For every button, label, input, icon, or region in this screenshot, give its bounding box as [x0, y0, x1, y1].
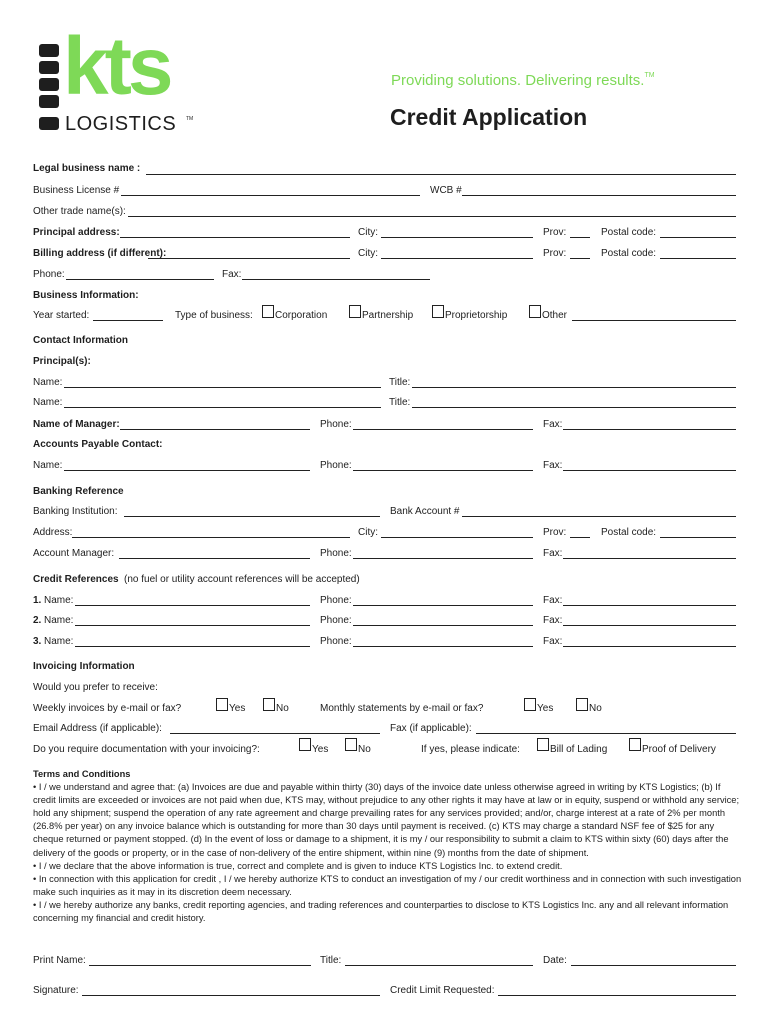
logo-block: [39, 117, 59, 130]
monthly-yes-checkbox[interactable]: [524, 698, 536, 711]
bank-prov-field[interactable]: [570, 537, 590, 538]
billing-address-field[interactable]: [148, 258, 350, 259]
business-license-label: Business License #: [33, 185, 120, 196]
credit-limit-requested-label: Credit Limit Requested:: [390, 985, 495, 996]
documentation-yes-checkbox[interactable]: [299, 738, 311, 751]
other-business-type-field[interactable]: [572, 320, 736, 321]
principal-postal-field[interactable]: [660, 237, 736, 238]
logo-block: [39, 61, 59, 74]
fax-field[interactable]: [242, 279, 430, 280]
accounts-payable-heading: Accounts Payable Contact:: [33, 439, 163, 450]
fax-if-applicable-label: Fax (if applicable):: [390, 723, 472, 734]
banking-reference-heading: Banking Reference: [33, 486, 124, 497]
signature-title-field[interactable]: [345, 965, 533, 966]
manager-fax-field[interactable]: [563, 429, 736, 430]
legal-business-name-label: Legal business name :: [33, 163, 141, 174]
ref1-fax-field[interactable]: [563, 605, 736, 606]
tagline-tm: TM: [644, 72, 655, 79]
signature-field[interactable]: [82, 995, 380, 996]
principals-heading: Principal(s):: [33, 356, 91, 367]
ap-fax-field[interactable]: [563, 470, 736, 471]
weekly-yes-checkbox[interactable]: [216, 698, 228, 711]
ap-phone-label: Phone:: [320, 460, 352, 471]
wcb-label: WCB #: [430, 185, 462, 196]
monthly-yes-label: Yes: [537, 703, 554, 714]
ref3-fax-field[interactable]: [563, 646, 736, 647]
ref3-phone-label: Phone:: [320, 636, 352, 647]
principal1-name-field[interactable]: [64, 387, 381, 388]
date-label: Date:: [543, 955, 567, 966]
bank-address-label: Address:: [33, 527, 73, 538]
bill-of-lading-label: Bill of Lading: [550, 744, 608, 755]
other-label: Other: [542, 310, 568, 321]
weekly-invoices-label: Weekly invoices by e-mail or fax?: [33, 703, 182, 714]
ref2-fax-field[interactable]: [563, 625, 736, 626]
account-manager-label: Account Manager:: [33, 548, 115, 559]
account-manager-fax-field[interactable]: [563, 558, 736, 559]
manager-phone-label: Phone:: [320, 419, 352, 430]
ap-name-label: Name:: [33, 460, 63, 471]
corporation-label: Corporation: [275, 310, 328, 321]
weekly-yes-label: Yes: [229, 703, 246, 714]
ap-phone-field[interactable]: [353, 470, 533, 471]
billing-city-label: City:: [358, 248, 378, 259]
logo-sub-text: LOGISTICS: [65, 113, 177, 135]
manager-phone-field[interactable]: [353, 429, 533, 430]
principal-city-label: City:: [358, 227, 378, 238]
documentation-no-checkbox[interactable]: [345, 738, 357, 751]
ref2-fax-label: Fax:: [543, 615, 563, 626]
business-information-heading: Business Information:: [33, 290, 139, 301]
logo-tm: TM: [186, 116, 194, 122]
account-manager-fax-label: Fax:: [543, 548, 563, 559]
monthly-no-checkbox[interactable]: [576, 698, 588, 711]
bank-account-field[interactable]: [462, 516, 736, 517]
principal2-title-field[interactable]: [412, 407, 736, 408]
fax-if-applicable-field[interactable]: [476, 733, 736, 734]
contact-information-heading: Contact Information: [33, 335, 128, 346]
bank-postal-field[interactable]: [660, 537, 736, 538]
ref2-phone-field[interactable]: [353, 625, 533, 626]
billing-prov-label: Prov:: [543, 248, 567, 259]
ref1-phone-label: Phone:: [320, 595, 352, 606]
terms-paragraph-3: • In connection with this application for credit , I / we hereby authorize KTS to conduct an investigation of my / our credit worthiness and in connection with such investigation make such inquiries as it may in its discretion deem necessary.: [33, 873, 742, 897]
principal1-name-label: Name:: [33, 377, 63, 388]
name-of-manager-label: Name of Manager:: [33, 419, 120, 430]
bank-account-label: Bank Account #: [390, 506, 460, 517]
principal-city-field[interactable]: [381, 237, 533, 238]
logo-block: [39, 44, 59, 57]
account-manager-phone-field[interactable]: [353, 558, 533, 559]
ref3-name-field[interactable]: [75, 646, 310, 647]
signature-label: Signature:: [33, 985, 79, 996]
page-title: Credit Application: [390, 104, 588, 130]
principal-postal-label: Postal code:: [601, 227, 657, 238]
weekly-no-label: No: [276, 703, 289, 714]
corporation-checkbox[interactable]: [262, 305, 274, 318]
principal-address-field[interactable]: [120, 237, 350, 238]
partnership-label: Partnership: [362, 310, 414, 321]
invoicing-information-heading: Invoicing Information: [33, 661, 135, 672]
date-field[interactable]: [571, 965, 736, 966]
principal1-title-label: Title:: [389, 377, 411, 388]
bank-postal-label: Postal code:: [601, 527, 657, 538]
terms-paragraph-4: • I / we hereby authorize any banks, credit reporting agencies, and trading references and counterparties to disclose to KTS Logistics Inc. any and all relevant information concerning my financial and credit history.: [33, 899, 729, 924]
bank-address-field[interactable]: [72, 537, 350, 538]
proprietorship-checkbox[interactable]: [432, 305, 444, 318]
bank-city-label: City:: [358, 527, 378, 538]
account-manager-field[interactable]: [119, 558, 310, 559]
principal-address-label: Principal address:: [33, 227, 120, 238]
other-checkbox[interactable]: [529, 305, 541, 318]
ref3-phone-field[interactable]: [353, 646, 533, 647]
print-name-label: Print Name:: [33, 955, 86, 966]
email-address-field[interactable]: [170, 733, 380, 734]
billing-prov-field[interactable]: [570, 258, 590, 259]
tagline: [391, 72, 655, 89]
fax-label: Fax:: [222, 269, 242, 280]
year-started-field[interactable]: [93, 320, 163, 321]
ref3-fax-label: Fax:: [543, 636, 563, 647]
monthly-no-label: No: [589, 703, 602, 714]
other-trade-names-label: Other trade name(s):: [33, 206, 126, 217]
if-yes-indicate-label: If yes, please indicate:: [421, 744, 520, 755]
ref1-fax-label: Fax:: [543, 595, 563, 606]
tagline-text: Providing solutions. Delivering results.: [391, 72, 645, 89]
phone-field[interactable]: [66, 279, 214, 280]
monthly-statements-label: Monthly statements by e-mail or fax?: [320, 703, 484, 714]
ref1-name-label: Name:: [44, 595, 74, 606]
logo-main-text: kts: [63, 21, 170, 112]
ref2-number: 2.: [33, 615, 42, 626]
ref1-number: 1.: [33, 595, 42, 606]
manager-fax-label: Fax:: [543, 419, 563, 430]
principal2-name-label: Name:: [33, 397, 63, 408]
principal2-name-field[interactable]: [64, 407, 381, 408]
billing-postal-field[interactable]: [660, 258, 736, 259]
weekly-no-checkbox[interactable]: [263, 698, 275, 711]
ref1-phone-field[interactable]: [353, 605, 533, 606]
legal-business-name-field[interactable]: [146, 174, 736, 175]
billing-postal-label: Postal code:: [601, 248, 657, 259]
year-started-label: Year started:: [33, 310, 90, 321]
credit-limit-requested-field[interactable]: [498, 995, 736, 996]
principal-prov-field[interactable]: [570, 237, 590, 238]
credit-references-heading: Credit References: [33, 574, 119, 585]
banking-institution-label: Banking Institution:: [33, 506, 118, 517]
terms-heading: Terms and Conditions: [33, 769, 131, 779]
logo-block: [39, 78, 59, 91]
prefer-to-receive-label: Would you prefer to receive:: [33, 682, 158, 693]
ref1-name-field[interactable]: [75, 605, 310, 606]
documentation-yes-label: Yes: [312, 744, 329, 755]
require-documentation-label: Do you require documentation with your invoicing?:: [33, 744, 260, 755]
principal-prov-label: Prov:: [543, 227, 567, 238]
principal1-title-field[interactable]: [412, 387, 736, 388]
terms-paragraph-1: • I / we understand and agree that: (a) Invoices are due and payable within thirty (30) days of the invoice date unless otherwise agreed in writing by KTS Logistics; (b) If credit limits are exceeded or invoices are not paid when due, KTS may, without prejudice to any other rights it may have at law or in equity, suspend or withhold any service; hold any shipment; suspend the operation of any rate agreement and charge prevailing rates for any services provided; and/or, charge interest at a rate of 2% per month (26.8% per year) on any invoice balance which is outstanding for more than 30 days until payment is received. (c) KTS may charge a standard NSF fee of $25 for any cheque returned or payment stopped. (d) In the event of loss or damage to a shipment, it is my / our responsibility to submit a claim to KTS within sixty (60) days after the delivery of the goods or property, or in the case of non-delivery of the entire shipment, within nine (9) months from the date of shipment.: [33, 782, 740, 858]
billing-address-label: Billing address (if different):: [33, 248, 167, 259]
proof-of-delivery-checkbox[interactable]: [629, 738, 641, 751]
principal2-title-label: Title:: [389, 397, 411, 408]
partnership-checkbox[interactable]: [349, 305, 361, 318]
ref2-name-field[interactable]: [75, 625, 310, 626]
ref3-number: 3.: [33, 636, 42, 647]
ap-fax-label: Fax:: [543, 460, 563, 471]
ap-name-field[interactable]: [64, 470, 310, 471]
manager-name-field[interactable]: [120, 429, 310, 430]
bank-city-field[interactable]: [381, 537, 533, 538]
credit-references-note: (no fuel or utility account references will be accepted): [124, 574, 360, 585]
terms-paragraph-2: • I / we declare that the above information is true, correct and complete and is given to induce KTS Logistics Inc. to extend credit.: [33, 860, 563, 871]
ref2-phone-label: Phone:: [320, 615, 352, 626]
banking-institution-field[interactable]: [124, 516, 380, 517]
email-address-label: Email Address (if applicable):: [33, 723, 162, 734]
billing-city-field[interactable]: [381, 258, 533, 259]
bill-of-lading-checkbox[interactable]: [537, 738, 549, 751]
ref3-name-label: Name:: [44, 636, 74, 647]
proprietorship-label: Proprietorship: [445, 310, 508, 321]
logo-block: [39, 95, 59, 108]
business-license-field[interactable]: [121, 195, 420, 196]
bank-prov-label: Prov:: [543, 527, 567, 538]
ref2-name-label: Name:: [44, 615, 74, 626]
documentation-no-label: No: [358, 744, 371, 755]
wcb-field[interactable]: [462, 195, 736, 196]
print-name-field[interactable]: [89, 965, 311, 966]
signature-title-label: Title:: [320, 955, 342, 966]
account-manager-phone-label: Phone:: [320, 548, 352, 559]
type-of-business-label: Type of business:: [175, 310, 253, 321]
phone-label: Phone:: [33, 269, 65, 280]
terms-and-conditions: [33, 768, 745, 925]
other-trade-names-field[interactable]: [128, 216, 736, 217]
proof-of-delivery-label: Proof of Delivery: [642, 744, 716, 755]
